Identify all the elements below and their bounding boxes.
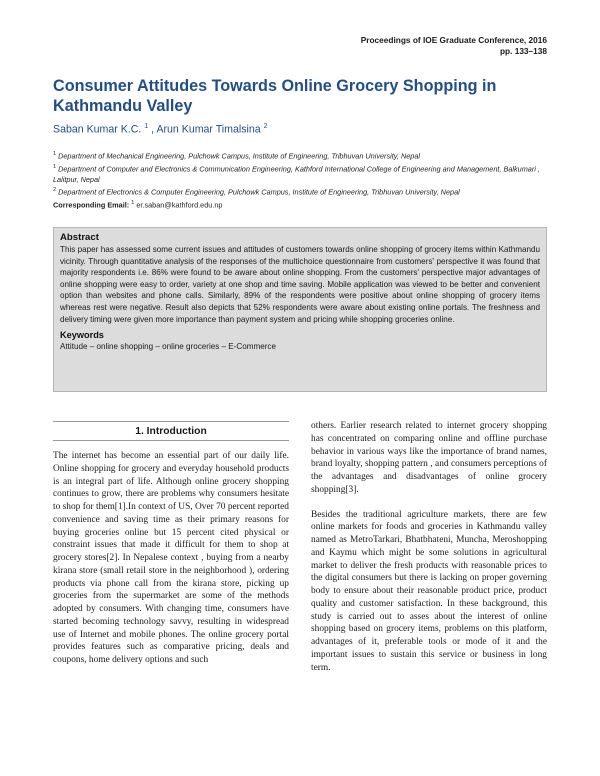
abstract-text: This paper has assessed some current issues and attitudes of customers towards online shopping of grocery items within Kathmandu vicinity. Through quantitative analysis of the responses of the multichoice questionnaire from customers' perspective it was found that majority respondents i.e. 86% were found to be aware about online shopping. From the customers' perspective major advantages of online shopping were easy to order, variety at one shop and time saving. Mobile application was viewed to be better and convenient option than websites and phone calls. Similarly, 89% of the respondents were positive about online shopping of grocery items whereas rest were negative. Result also depicts that 52% respondents were aware about existing online portals. The freshness and delivery timing were given more importance than payment system and pricing while shopping groceries online. (60, 245, 540, 324)
email-link[interactable]: er.saban@kathford.edu.np (136, 200, 223, 210)
author-mark: 1 (144, 123, 149, 130)
paragraph: Besides the traditional agriculture markets, there are few online markets for foods and groceries in Kathmandu valley named as MetroTarkari, Bhatbhateni, Muncha, Meroshopping and Kaymu which might be some solutions in agricultural market to deliver the fresh products with reasonable prices to the digital consumers but there is lacking on proper governing body to ensure about their reasonable product price, product quality and customer satisfaction. In these background, this study is carried out to asses about the interest of online shopping based on grocery items, problems on this platform, advantages of it, preferable tools or mode of it and the important issues to sustain this service or business in long term. (311, 509, 547, 673)
affiliation-text: Department of Computer and Electronics & Communication Engineering, Kathford International College of Engineering and Management, Balkumari , Lalitpur, Nepal (53, 164, 540, 184)
right-column (311, 420, 547, 674)
affiliation-text: Department of Mechanical Engineering, Pulchowk Campus, Institute of Engineering, Tribhuvan University, Nepal (58, 151, 421, 161)
affiliation (53, 149, 553, 162)
conference-header (361, 35, 547, 57)
author-name: Arun Kumar Timalsina (156, 123, 261, 136)
paragraph: others. Earlier research related to internet grocery shopping has concentrated on comparing online and offline purchase behavior in various ways like the importance of brand names, brand loyalty, shopping pattern , and consumers perceptions of the advantages and disadvantages of online grocery shopping[3]. (311, 421, 547, 495)
left-column (53, 450, 289, 667)
affiliation-text: Department of Electronics & Computer Engineering, Pulchowk Campus, Institute of Engineering, Tribhuvan University, Nepal (58, 187, 460, 197)
affiliation-mark: 2 (53, 187, 57, 194)
author-list (53, 123, 268, 136)
keywords-heading: Keywords (60, 330, 104, 341)
paragraph: The internet has become an essential part of our daily life. Online shopping for grocery and everyday household products is an integral part of life. Although online grocery shopping continues to grow, there are problems why consumers hesitate to shop for them[1].In context of US, Over 70 percent reported convenience and saving time as their primary reasons for buying groceries online but 15 percent cited physical or constraint issues that made it difficult for them to shop at grocery stores[2]. In Nepalese context , buying from a nearby kirana store (small retail store in the neighborhood ), ordering products via phone call from the kirana store, picking up groceries from the supermarket are some of the methods adopted by consumers. With changing time, consumers have started becoming technology savvy, resulting in widespread use of Internet and mobile phones. The online grocery portal provides features such as comparative pricing, deals and coupons, home delivery options and such (53, 451, 289, 665)
abstract-box (53, 227, 547, 392)
affiliation-mark: 1 (53, 151, 57, 157)
keywords-text: Attitude – online shopping – online groceries – E-Commerce (60, 342, 276, 352)
author-mark: 2 (263, 123, 268, 130)
affiliation (53, 162, 553, 185)
affiliations (53, 149, 553, 211)
corresponding-email: Corresponding Email: $^1$ er.saban@kathford.edu.np (53, 200, 223, 210)
affiliation (53, 185, 553, 198)
page-range: pp. 133–138 (499, 46, 547, 56)
author-separator: , (148, 123, 157, 136)
section-heading: 1. Introduction (53, 421, 289, 441)
paper-title: Consumer Attitudes Towards Online Grocery Shopping in Kathmandu Valley (53, 77, 497, 115)
corresponding-mark: 1 (131, 200, 135, 207)
corresponding-label: Corresponding Email (53, 200, 127, 210)
affiliation-mark: 1 (53, 163, 57, 170)
author-name: Saban Kumar K.C. (53, 123, 142, 136)
abstract-heading: Abstract (60, 232, 99, 243)
proceedings-title: Proceedings of IOE Graduate Conference, 2016 (360, 35, 547, 45)
